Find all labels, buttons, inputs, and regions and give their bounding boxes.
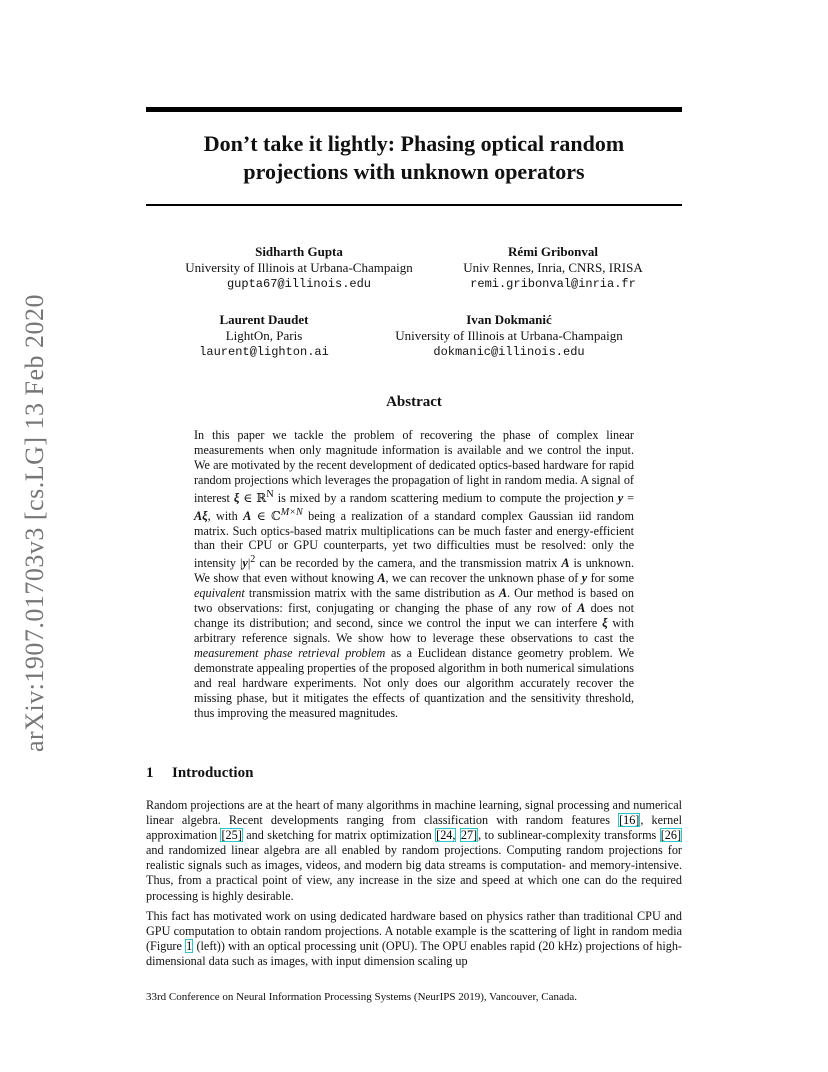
citation-link[interactable]: [16] <box>619 813 640 828</box>
abstract-text: . Our method is based on two observations: first, conjugating or changing the phase of any row of <box>194 586 634 616</box>
author-block-4 <box>388 312 630 360</box>
abstract-text: ∈ ℂ <box>251 508 281 523</box>
section-title: Introduction <box>172 765 254 781</box>
abstract-text: as a Euclidean distance geometry problem. We demonstrate appealing properties of the proposed algorithm in both numerical simulations and real hardware experiments. Not only does our algorithm accurately recover the missing phase, but it mitigates the effects of quantization and the sensitivity threshold, thus improving the measured magnitudes. <box>194 645 634 720</box>
arxiv-stamp: arXiv:1907.01703v3 [cs.LG] 13 Feb 2020 <box>20 293 49 752</box>
author-name: Rémi Gribonval <box>508 244 598 259</box>
intro-paragraph-2 <box>146 909 682 969</box>
body-text: , to sublinear-complexity transforms <box>478 828 660 843</box>
math-a: A <box>498 586 507 601</box>
math-y: y <box>581 571 588 586</box>
author-name: Laurent Daudet <box>219 312 309 327</box>
abstract-text: is mixed by a random scattering medium to compute the projection <box>273 490 618 505</box>
body-text: and randomized linear algebra are all enabled by random projections. Computing random projections for realistic signals such as images, videos, and modern big data streams is computation- and memory-intensive. Thus, from a practical point of view, any increase in the size and speed at which one can do the required processing is highly desirable. <box>146 843 682 903</box>
abstract-text: , we can recover the unknown phase of <box>385 571 582 586</box>
figure-link[interactable]: 1 <box>186 939 193 954</box>
abstract-text: for some <box>587 571 634 586</box>
math-y: y <box>617 490 624 505</box>
abstract-text: transmission matrix with the same distribution as <box>244 586 499 601</box>
author-affiliation: LightOn, Paris <box>225 328 303 343</box>
math-a: A <box>377 571 386 586</box>
intro-paragraph-1 <box>146 798 682 904</box>
body-text: Random projections are at the heart of many algorithms in machine learning, signal processing and numerical linear algebra. Recent developments ranging from classification with random features <box>146 798 682 828</box>
emphasis-text: equivalent <box>194 586 245 601</box>
abstract-body <box>194 428 634 720</box>
section-heading <box>146 765 253 782</box>
math-superscript: N <box>266 488 274 500</box>
math-a: A <box>577 601 586 616</box>
citation-link[interactable]: [25] <box>221 828 242 843</box>
title-rule-top <box>146 107 682 112</box>
math-a: A <box>561 556 570 571</box>
abstract-text: with arbitrary reference signals. We show how to leverage these observations to cast the <box>194 616 634 645</box>
citation-link[interactable]: [26] <box>660 828 682 843</box>
body-text: and sketching for matrix optimization <box>242 828 436 843</box>
math-xi: ξ <box>233 490 240 505</box>
math-y: y <box>242 556 248 571</box>
conference-footnote: 33rd Conference on Neural Information Processing Systems (NeurIPS 2019), Vancouver, Canada. <box>146 991 578 1003</box>
abstract-text: In this paper we tackle the problem of recovering the phase of complex linear measurements when only magnitude information is available and we control the input. We are motivated by the recent development of dedicated optics-based hardware for rapid random projections which leverages the propagation of light in random media. A signal of interest <box>194 428 634 505</box>
body-text: (left)) with an optical processing unit (OPU). The OPU enables rapid (20 kHz) projections of high-dimensional data such as images, with input dimension scaling up <box>146 939 682 969</box>
author-email[interactable]: dokmanic@illinois.edu <box>433 345 585 359</box>
author-affiliation: University of Illinois at Urbana-Champaign <box>185 260 413 275</box>
author-name: Sidharth Gupta <box>255 244 343 259</box>
body-text: This fact has motivated work on using dedicated hardware based on physics rather than traditional CPU and GPU computation to obtain random projections. A notable example is the scattering of light in random media (Figure <box>146 909 682 954</box>
author-email[interactable]: remi.gribonval@inria.fr <box>470 277 636 291</box>
author-affiliation: Univ Rennes, Inria, CNRS, IRISA <box>463 260 643 275</box>
abstract-text: is unknown. We show that even without knowing <box>194 556 634 586</box>
title-line-2: projections with unknown operators <box>243 159 585 184</box>
section-number: 1 <box>146 765 154 781</box>
citation-link[interactable]: 27] <box>460 828 478 843</box>
title-line-1: Don’t take it lightly: Phasing optical random <box>203 131 625 156</box>
emphasis-text: measurement phase retrieval problem <box>194 645 386 660</box>
abstract-text: | <box>247 556 251 571</box>
title-rule-bottom <box>146 204 682 206</box>
author-block-1 <box>182 244 416 292</box>
author-block-2 <box>446 244 660 292</box>
math-a: A <box>243 508 252 523</box>
abstract-text: , with <box>207 508 244 523</box>
math-a-xi: Aξ <box>194 508 208 523</box>
citation-link[interactable]: [24, <box>436 828 456 843</box>
author-email[interactable]: gupta67@illinois.edu <box>226 277 372 291</box>
math-superscript: 2 <box>250 554 256 566</box>
math-xi: ξ <box>602 616 608 631</box>
author-email[interactable]: laurent@lighton.ai <box>199 345 329 359</box>
paper-title <box>146 130 682 186</box>
author-affiliation: University of Illinois at Urbana-Champaign <box>395 328 623 343</box>
abstract-text: can be recorded by the camera, and the transmission matrix <box>255 556 562 571</box>
author-block-3 <box>191 312 337 360</box>
abstract-text: ∈ ℝ <box>239 490 267 505</box>
arxiv-sidebar <box>10 285 60 760</box>
math-superscript: M×N <box>280 506 303 518</box>
abstract-text: being a realization of a standard complex Gaussian iid random matrix. Such optics-based matrix multiplications can be much faster and energy-efficient than their CPU or GPU counterparts, yet two difficulties must be resolved: only the intensity | <box>194 508 634 571</box>
body-text: , kernel approximation <box>146 813 682 843</box>
abstract-heading: Abstract <box>386 394 442 410</box>
abstract-text: = <box>623 490 635 505</box>
abstract-text: does not change its distribution; and second, since we control the input we can interfere <box>194 601 634 631</box>
author-name: Ivan Dokmanić <box>466 312 552 327</box>
